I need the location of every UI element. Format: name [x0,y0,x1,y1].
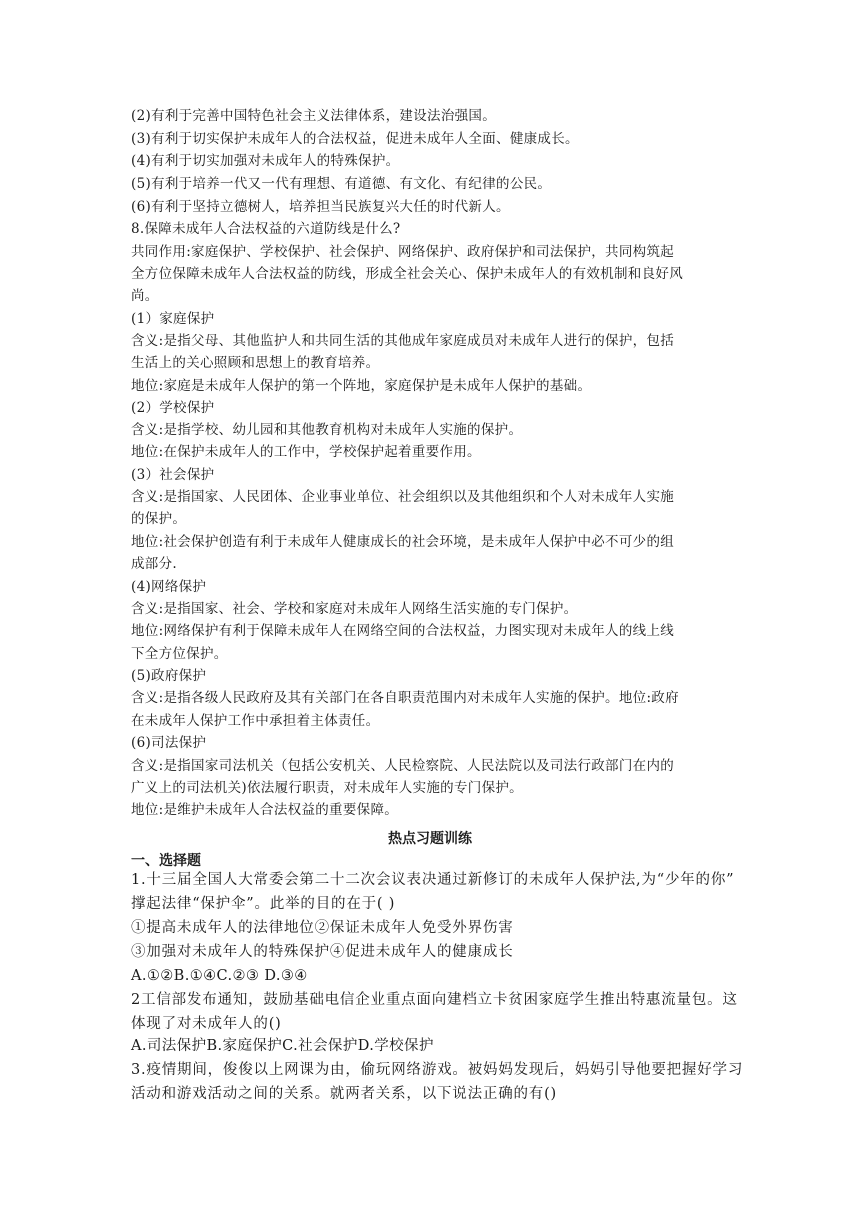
text-line: 地位:在保护未成年人的工作中，学校保护起着重要作用。 [131,444,481,460]
question-line: 2工信部发布通知，鼓励基础电信企业重点面向建档立卡贫困家庭学生推出特惠流量包。这 [131,992,738,1008]
text-line: (5)政府保护 [131,668,207,684]
sub-title: 一、选择题 [131,853,201,869]
text-line: 广义上的司法机关)依法履行职责，对未成年人实施的专门保护。 [131,780,523,796]
question-line: 撑起法律“保护伞”。此举的目的在于( ) [131,896,396,912]
section-title: 热点习题训练 [388,831,472,847]
text-line: 地位:家庭是未成年人保护的第一个阵地，家庭保护是未成年人保护的基础。 [131,378,592,394]
text-line: 含义:是指父母、其他监护人和共同生活的其他成年家庭成员对未成年人进行的保护，包括 [131,333,675,349]
text-line: (6)有利于坚持立德树人，培养担当民族复兴大任的时代新人。 [131,199,510,215]
text-line: 含义:是指国家、人民团体、企业事业单位、社会组织以及其他组织和个人对未成年人实施 [131,489,675,505]
text-line: 含义:是指各级人民政府及其有关部门在各自职责范围内对未成年人实施的保护。地位:政府 [131,690,679,706]
text-line: 共同作用:家庭保护、学校保护、社会保护、网络保护、政府保护和司法保护，共同构筑起 [131,244,675,260]
text-line: (4)有利于切实加强对未成年人的特殊保护。 [131,153,400,169]
text-line: 全方位保障未成年人合法权益的防线，形成全社会关心、保护未成年人的有效机制和良好风 [131,266,683,282]
text-line: 含义:是指学校、幼儿园和其他教育机构对未成年人实施的保护。 [131,422,523,438]
text-line: (2）学校保护 [131,400,215,416]
text-line: 地位:网络保护有利于保障未成年人在网络空间的合法权益，力图实现对未成年人的线上线 [131,623,675,639]
text-line: (3)有利于切实保护未成年人的合法权益，促进未成年人全面、健康成长。 [131,131,579,147]
text-line: (5)有利于培养一代又一代有理想、有道德、有文化、有纪律的公民。 [131,176,552,192]
question-line: ③加强对未成年人的特殊保护④促进未成年人的健康成长 [131,944,514,960]
text-line: (2)有利于完善中国特色社会主义法律体系，建设法治强国。 [131,108,497,124]
text-line: 下全方位保护。 [131,646,228,662]
question-line: A.①②B.①④C.②③ D.③④ [131,968,308,984]
question-line: 体现了对未成年人的() [131,1016,282,1032]
text-line: 的保护。 [131,511,187,527]
text-line: (6)司法保护 [131,735,207,751]
text-line: (4)网络保护 [131,579,207,595]
text-line: 地位:是维护未成年人合法权益的重要保障。 [131,802,399,818]
text-line: 含义:是指国家、社会、学校和家庭对未成年人网络生活实施的专门保护。 [131,601,578,617]
question-line: 1.十三届全国人大常委会第二十二次会议表决通过新修订的未成年人保护法,为“少年的你” [131,872,735,888]
text-line: 在未成年人保护工作中承担着主体责任。 [131,713,380,729]
question-line: A.司法保护B.家庭保护C.社会保护D.学校保护 [131,1038,434,1054]
text-line: 含义:是指国家司法机关（包括公安机关、人民检察院、人民法院以及司法行政部门在内的 [131,758,675,774]
question-line: 3.疫情期间，俊俊以上网课为由，偷玩网络游戏。被妈妈发现后，妈妈引导他要把握好学习 [131,1062,744,1078]
text-line: 8.保障未成年人合法权益的六道防线是什么? [131,221,401,237]
question-line: ①提高未成年人的法律地位②保证未成年人免受外界伤害 [131,920,514,936]
text-line: 成部分. [131,556,177,572]
text-line: 生活上的关心照顾和思想上的教育培养。 [131,355,380,371]
text-line: 地位:社会保护创造有利于未成年人健康成长的社会环境，是未成年人保护中必不可少的组 [131,534,675,550]
question-line: 活动和游戏活动之间的关系。就两者关系，以下说法正确的有() [131,1086,558,1102]
text-line: (3）社会保护 [131,467,215,483]
text-line: (1）家庭保护 [131,311,215,327]
text-line: 尚。 [131,288,159,304]
